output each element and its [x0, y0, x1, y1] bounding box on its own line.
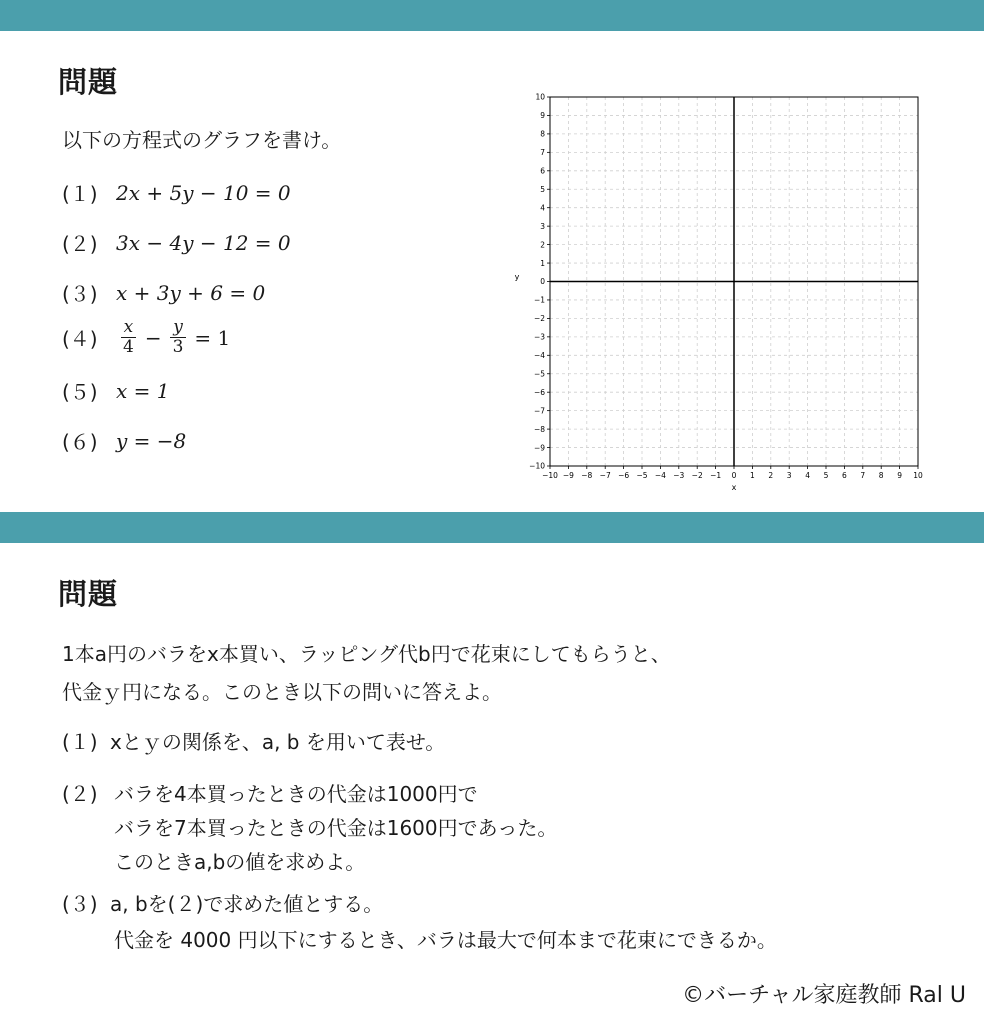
fraction-numerator: y	[170, 318, 186, 338]
x-tick-label: 9	[897, 471, 902, 480]
y-tick-label: 0	[540, 277, 545, 287]
question-3-line-2: 代金を 4000 円以下にするとき、バラは最大で何本まで花束にできるか。	[114, 928, 777, 952]
x-tick-label: −9	[562, 471, 574, 480]
y-tick-label: 7	[540, 148, 545, 158]
y-tick-label: −9	[533, 443, 545, 453]
instruction-text: 以下の方程式のグラフを書け。	[62, 128, 342, 152]
y-tick-label: 1	[540, 258, 545, 268]
y-tick-label: 3	[540, 221, 545, 231]
question-3-label: (３)	[62, 892, 98, 916]
x-tick-label: 6	[842, 471, 847, 480]
x-tick-label: −5	[636, 471, 648, 480]
y-tick-label: −1	[533, 295, 545, 305]
x-tick-label: −8	[581, 471, 593, 480]
equation-text: 2x + 5y − 10 = 0	[116, 180, 291, 205]
item-label: (５)	[62, 380, 98, 404]
y-axis-label: y	[514, 272, 520, 282]
equation-text: x + 3y + 6 = 0	[116, 280, 266, 305]
x-tick-label: 4	[805, 471, 810, 480]
y-tick-label: −8	[533, 424, 545, 434]
equation-text: y = −8	[116, 428, 187, 453]
equation-item-1	[62, 178, 291, 207]
question-2-line-1: バラを4本買ったときの代金は1000円で	[114, 782, 478, 806]
minus-sign: −	[144, 325, 162, 350]
x-tick-label: 0	[731, 471, 737, 480]
equation-rhs: = 1	[194, 325, 231, 350]
x-tick-label: −6	[618, 471, 630, 480]
x-tick-label: 2	[768, 471, 774, 480]
x-tick-label: −7	[599, 471, 611, 480]
copyright-text: ©バーチャル家庭教師 Ral U	[682, 983, 966, 1008]
y-tick-label: 2	[540, 240, 545, 250]
fraction-denominator: 4	[123, 337, 134, 357]
equation-item-4	[62, 318, 230, 357]
question-2-line-3: このときa,bの値を求めよ。	[114, 850, 366, 874]
question-3-line-1: a, bを(２)で求めた値とする。	[110, 892, 384, 916]
y-tick-label: 9	[540, 111, 545, 121]
y-tick-label: 8	[540, 129, 545, 139]
x-tick-label: −3	[673, 471, 685, 480]
x-tick-label: 3	[786, 471, 792, 480]
item-label: (３)	[62, 282, 98, 306]
header-band-middle	[0, 512, 984, 543]
y-tick-label: 10	[535, 92, 545, 102]
x-tick-label: 1	[750, 471, 755, 480]
y-tick-label: 4	[540, 203, 545, 213]
coordinate-grid-chart	[510, 88, 930, 498]
equation-text: x = 1	[116, 378, 170, 403]
y-tick-label: −6	[533, 387, 545, 397]
fraction-denominator: 3	[172, 337, 184, 357]
x-tick-label: −2	[691, 471, 703, 480]
item-label: (１)	[62, 182, 98, 206]
question-1-label: (１)	[62, 730, 98, 754]
fraction-x-over-4	[120, 318, 137, 357]
item-label: (２)	[62, 232, 98, 256]
equation-item-5	[62, 376, 169, 405]
y-tick-label: −3	[533, 332, 545, 342]
x-tick-label: −10	[542, 471, 558, 480]
item-label: (６)	[62, 430, 98, 454]
y-tick-label: −7	[533, 406, 545, 416]
y-tick-label: −4	[533, 351, 545, 360]
equation-text: 3x − 4y − 12 = 0	[116, 230, 291, 255]
question-2-label: (２)	[62, 782, 98, 806]
x-tick-label: 5	[823, 471, 829, 480]
intro-line-1: 1本a円のバラをx本買い、ラッピング代b円で花束にしてもらうと、	[62, 642, 671, 666]
x-tick-label: 7	[860, 471, 866, 480]
equation-item-3	[62, 278, 265, 307]
x-axis-label: x	[731, 483, 737, 492]
x-tick-label: 10	[913, 471, 923, 480]
x-tick-label: −4	[654, 471, 666, 480]
y-tick-label: −2	[533, 314, 545, 324]
y-tick-label: −5	[533, 369, 545, 379]
y-tick-label: −10	[529, 461, 545, 471]
question-2-line-2: バラを7本買ったときの代金は1600円であった。	[114, 816, 558, 840]
equation-item-2	[62, 228, 291, 257]
fraction-numerator: x	[121, 318, 137, 338]
question-1-text: xとｙの関係を、a, b を用いて表せ。	[110, 730, 446, 754]
y-tick-label: 6	[540, 166, 545, 176]
problem-heading-1: 問題	[58, 65, 119, 99]
item-label: (４)	[62, 327, 98, 351]
header-band-top	[0, 0, 984, 31]
x-tick-label: 8	[878, 471, 884, 480]
equation-item-6	[62, 426, 186, 455]
intro-line-2: 代金ｙ円になる。このとき以下の問いに答えよ。	[62, 680, 502, 704]
problem-heading-2: 問題	[58, 577, 119, 611]
fraction-y-over-3	[170, 318, 187, 357]
y-tick-label: 5	[540, 184, 545, 194]
x-tick-label: −1	[710, 471, 722, 480]
